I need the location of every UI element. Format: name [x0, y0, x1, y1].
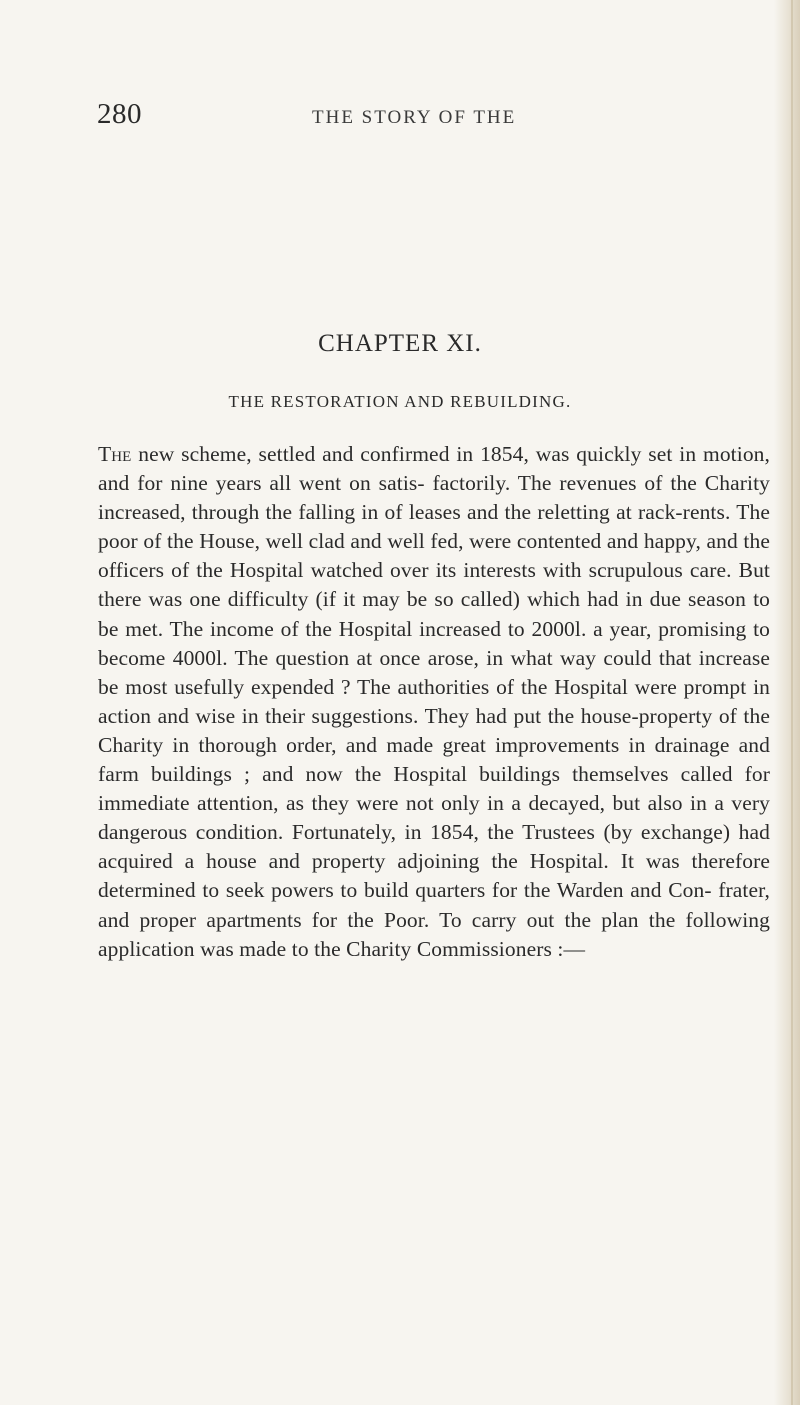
page-edge-shadow — [774, 0, 800, 1405]
page-number: 280 — [97, 98, 142, 130]
body-paragraph — [98, 440, 770, 964]
chapter-subtitle: THE RESTORATION AND REBUILDING. — [228, 392, 572, 411]
paragraph-text: new scheme, settled and confirmed in 1854, was quickly set in motion, and for nine years all went on satis- factorily. The revenues of the Charity increased, through the falling in of leases and the reletting at rack-rents. The poor of the House, well clad and well fed, were contented and happy, and the officers of the Hospital watched over its interests with scrupulous care. But there was one difficulty (if it may be so called) which had in due season to be met. The income of the Hospital increased to 2000l. a year, promising to become 4000l. The question at once arose, in what way could that increase be most usefully expended ? The authorities of the Hospital were prompt in action and wise in their suggestions. They had put the house-property of the Charity in thorough order, and made great improvements in drainage and farm buildings ; and now the Hospital buildings themselves called for immediate attention, as they were not only in a decayed, but also in a very dangerous condition. Fortunately, in 1854, the Trustees (by exchange) had acquired a house and property adjoining the Hospital. It was therefore determined to seek powers to build quarters for the Warden and Con- frater, and proper apartments for the Poor. To carry out the plan the following application was made to the Charity Commissioners :— — [98, 442, 770, 961]
drop-word: The — [98, 442, 132, 466]
page-edge-line — [791, 0, 793, 1405]
chapter-title: CHAPTER XI. — [318, 330, 482, 357]
running-head: THE STORY OF THE — [312, 107, 517, 128]
